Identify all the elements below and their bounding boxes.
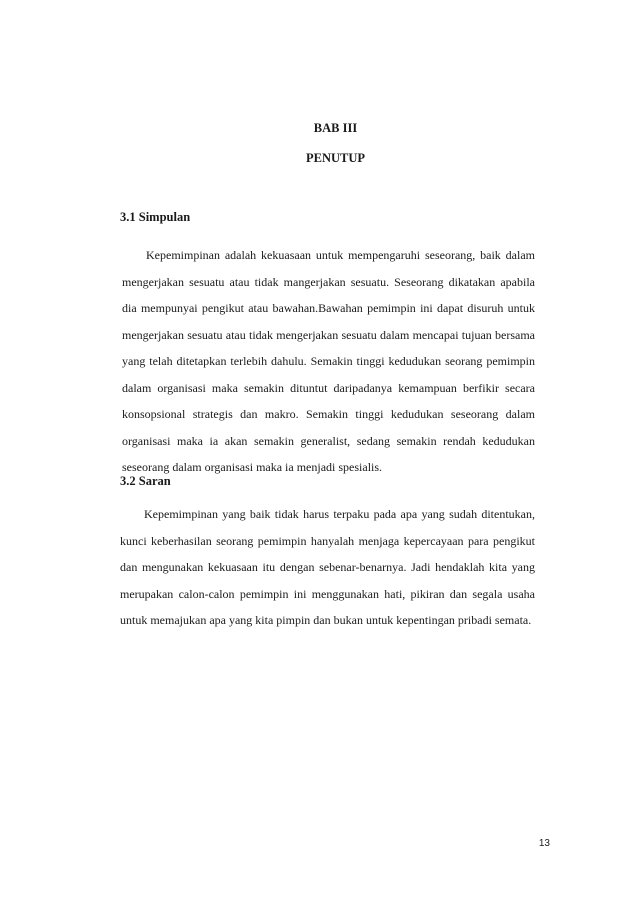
page-number: 13 (538, 838, 550, 849)
saran-paragraph: Kepemimpinan yang baik tidak harus terpaku pada apa yang sudah ditentukan, kunci keberhasilan seorang pemimpin hanyalah menjaga kepercayaan para pengikut dan mengunakan kekuasaan itu dengan sebenar-benarnya. Jadi hendaklah kita yang merupakan calon-calon pemimpin ini menggunakan hati, pikiran dan segala usaha untuk memajukan apa yang kita pimpin dan bukan untuk kepentingan pribadi semata. (120, 507, 535, 627)
chapter-number: BAB III (313, 121, 358, 135)
section-heading-simpulan: 3.1 Simpulan (120, 210, 191, 224)
chapter-title: PENUTUP (305, 151, 366, 165)
simpulan-paragraph: Kepemimpinan adalah kekuasaan untuk mempengaruhi seseorang, baik dalam mengerjakan sesuatu atau tidak mangerjakan sesuatu. Seseorang dikatakan apabila dia mempunyai pengikut atau bawahan.Bawahan pemimpin ini dapat disuruh untuk mengerjakan sesuatu atau tidak mengerjakan sesuatu dalam mencapai tujuan bersama yang telah ditetapkan terlebih dahulu. Semakin tinggi kedudukan seorang pemimpin dalam organisasi maka semakin dituntut daripadanya kemampuan berfikir secara konsopsional strategis dan makro. Semakin tinggi kedudukan seseorang dalam organisasi maka ia akan semakin generalist, sedang semakin rendah kedudukan seseorang dalam organisasi maka ia menjadi spesialis. (122, 248, 535, 474)
section-heading-saran: 3.2 Saran (120, 474, 171, 488)
